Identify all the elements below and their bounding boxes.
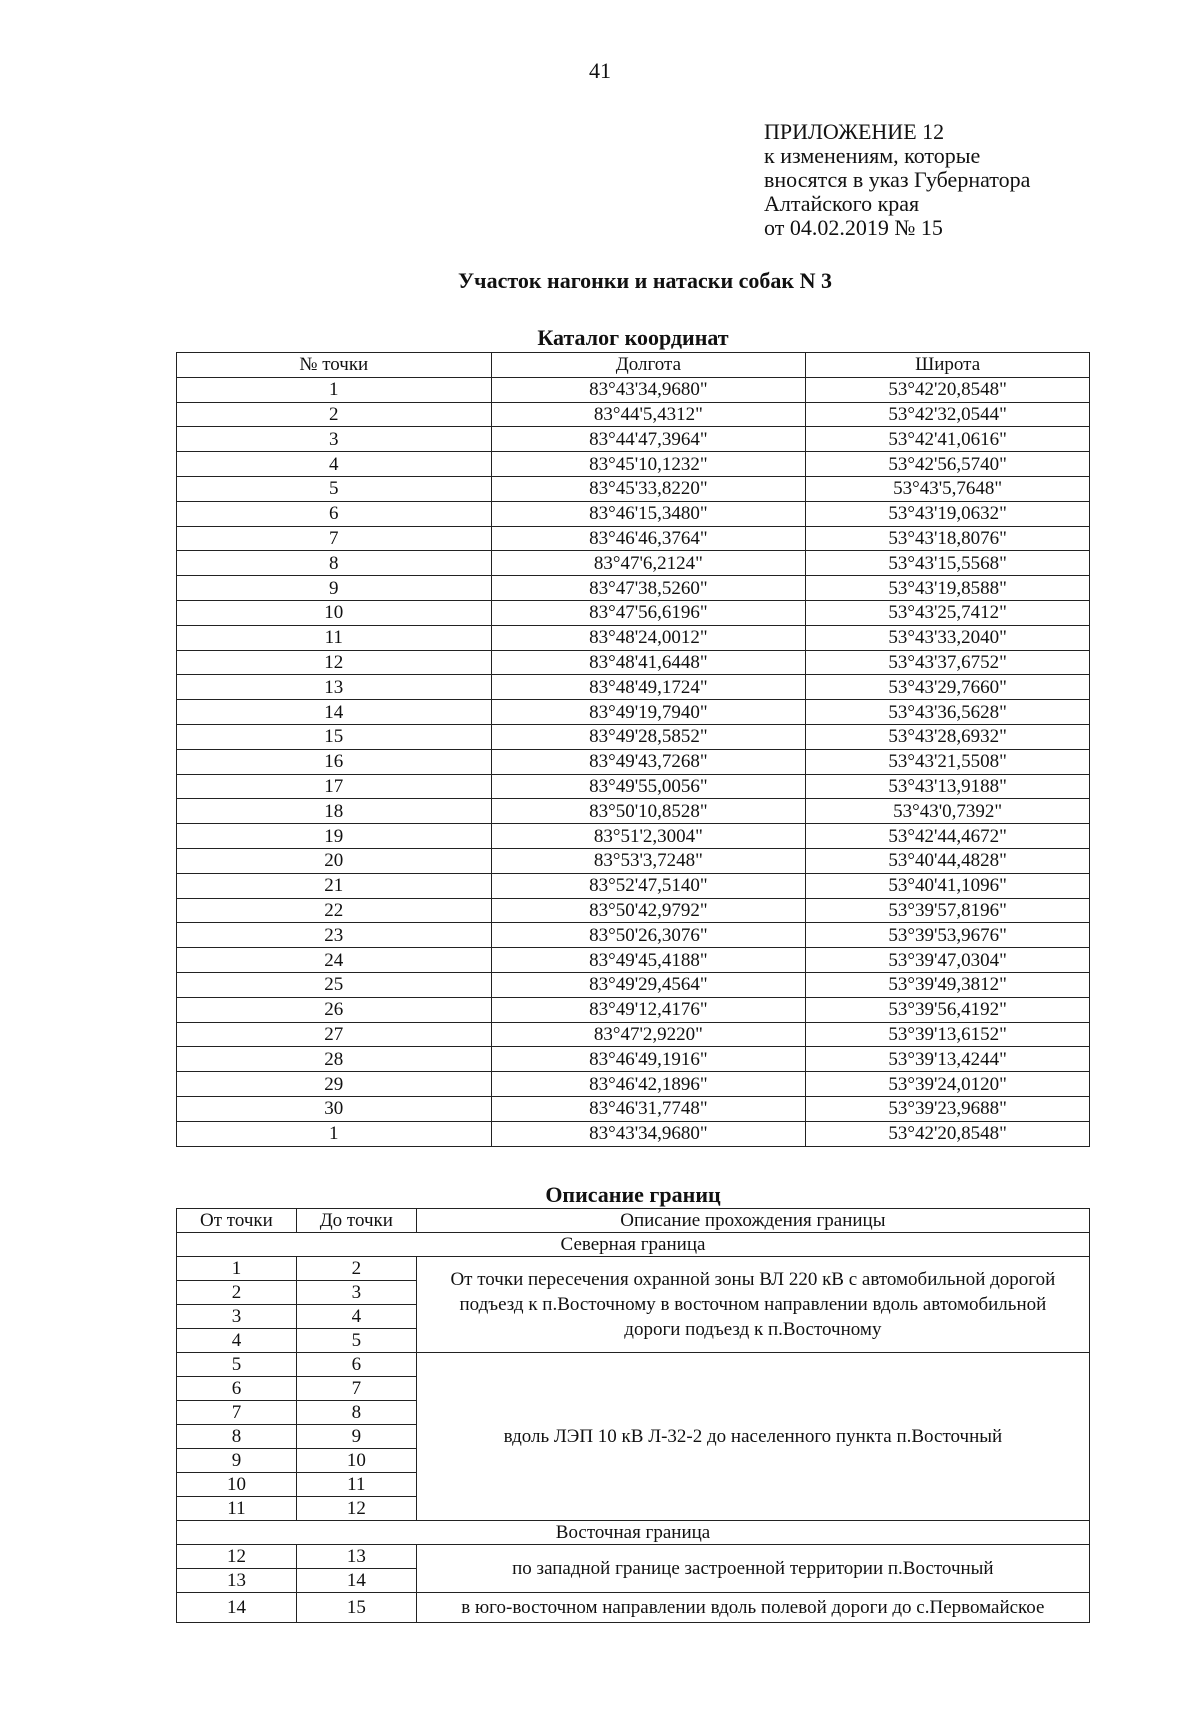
- longitude-cell: 83°53'3,7248": [491, 848, 806, 873]
- table-row: [177, 1022, 1090, 1047]
- point-number-cell: 5: [177, 476, 492, 501]
- longitude-cell: 83°49'43,7268": [491, 749, 806, 774]
- point-number-cell: 24: [177, 948, 492, 973]
- to-point-cell: 10: [296, 1449, 416, 1473]
- longitude-cell: 83°52'47,5140": [491, 873, 806, 898]
- from-point-cell: 1: [177, 1257, 297, 1281]
- table-row: [177, 923, 1090, 948]
- table-row: [177, 625, 1090, 650]
- column-header: № точки: [177, 353, 492, 378]
- to-point-cell: 3: [296, 1281, 416, 1305]
- point-number-cell: 9: [177, 576, 492, 601]
- latitude-cell: 53°39'53,9676": [806, 923, 1090, 948]
- table-row: [177, 1072, 1090, 1097]
- point-number-cell: 29: [177, 1072, 492, 1097]
- latitude-cell: 53°39'23,9688": [806, 1096, 1090, 1121]
- point-number-cell: 7: [177, 526, 492, 551]
- table-row: [177, 1353, 1090, 1377]
- longitude-cell: 83°44'5,4312": [491, 402, 806, 427]
- table-row: [177, 873, 1090, 898]
- point-number-cell: 1: [177, 1121, 492, 1146]
- column-header: От точки: [177, 1209, 297, 1233]
- longitude-cell: 83°49'19,7940": [491, 700, 806, 725]
- longitude-cell: 83°50'10,8528": [491, 799, 806, 824]
- appendix-line: к изменениям, которые: [764, 143, 981, 168]
- point-number-cell: 15: [177, 724, 492, 749]
- point-number-cell: 22: [177, 898, 492, 923]
- point-number-cell: 10: [177, 600, 492, 625]
- to-point-cell: 8: [296, 1401, 416, 1425]
- point-number-cell: 20: [177, 848, 492, 873]
- table-row: [177, 948, 1090, 973]
- from-point-cell: 14: [177, 1593, 297, 1623]
- latitude-cell: 53°39'57,8196": [806, 898, 1090, 923]
- point-number-cell: 16: [177, 749, 492, 774]
- latitude-cell: 53°39'13,4244": [806, 1047, 1090, 1072]
- boundary-description: в юго-восточном направлении вдоль полевой дороги до с.Первомайское: [416, 1593, 1089, 1623]
- boundaries-table: [176, 1208, 1090, 1623]
- point-number-cell: 23: [177, 923, 492, 948]
- table-row: [177, 452, 1090, 477]
- to-point-cell: 4: [296, 1305, 416, 1329]
- table-row: [177, 551, 1090, 576]
- longitude-cell: 83°49'29,4564": [491, 972, 806, 997]
- longitude-cell: 83°47'38,5260": [491, 576, 806, 601]
- latitude-cell: 53°43'29,7660": [806, 675, 1090, 700]
- latitude-cell: 53°43'36,5628": [806, 700, 1090, 725]
- latitude-cell: 53°42'44,4672": [806, 824, 1090, 849]
- from-point-cell: 9: [177, 1449, 297, 1473]
- from-point-cell: 7: [177, 1401, 297, 1425]
- table-row: [177, 501, 1090, 526]
- longitude-cell: 83°44'47,3964": [491, 427, 806, 452]
- table-row: [177, 600, 1090, 625]
- latitude-cell: 53°43'37,6752": [806, 650, 1090, 675]
- table-row: [177, 799, 1090, 824]
- latitude-cell: 53°40'44,4828": [806, 848, 1090, 873]
- longitude-cell: 83°49'45,4188": [491, 948, 806, 973]
- appendix-line: Алтайского края: [764, 191, 920, 216]
- point-number-cell: 4: [177, 452, 492, 477]
- from-point-cell: 12: [177, 1545, 297, 1569]
- latitude-cell: 53°43'0,7392": [806, 799, 1090, 824]
- point-number-cell: 2: [177, 402, 492, 427]
- table-row: [177, 675, 1090, 700]
- latitude-cell: 53°42'32,0544": [806, 402, 1090, 427]
- latitude-cell: 53°42'56,5740": [806, 452, 1090, 477]
- appendix-header: [764, 120, 1030, 240]
- point-number-cell: 12: [177, 650, 492, 675]
- to-point-cell: 11: [296, 1473, 416, 1497]
- boundary-description: От точки пересечения охранной зоны ВЛ 220 кВ с автомобильной дорогой подъезд к п.Восточному в восточном направлении вдоль автомобильной дороги подъезд к п.Восточному: [416, 1257, 1089, 1353]
- from-point-cell: 5: [177, 1353, 297, 1377]
- from-point-cell: 4: [177, 1329, 297, 1353]
- boundary-description: по западной границе застроенной территории п.Восточный: [416, 1545, 1089, 1593]
- latitude-cell: 53°42'20,8548": [806, 1121, 1090, 1146]
- latitude-cell: 53°39'49,3812": [806, 972, 1090, 997]
- latitude-cell: 53°39'13,6152": [806, 1022, 1090, 1047]
- latitude-cell: 53°43'28,6932": [806, 724, 1090, 749]
- point-number-cell: 11: [177, 625, 492, 650]
- table-row: [177, 1257, 1090, 1281]
- latitude-cell: 53°43'33,2040": [806, 625, 1090, 650]
- boundaries-title: Описание границ: [545, 1182, 721, 1207]
- table-row: [177, 749, 1090, 774]
- catalog-title: Каталог координат: [537, 325, 729, 350]
- latitude-cell: 53°42'20,8548": [806, 377, 1090, 402]
- latitude-cell: 53°43'18,8076": [806, 526, 1090, 551]
- latitude-cell: 53°40'41,1096": [806, 873, 1090, 898]
- to-point-cell: 13: [296, 1545, 416, 1569]
- from-point-cell: 13: [177, 1569, 297, 1593]
- table-row: [177, 972, 1090, 997]
- section-header-row: [177, 1233, 1090, 1257]
- longitude-cell: 83°46'15,3480": [491, 501, 806, 526]
- column-header: Широта: [806, 353, 1090, 378]
- appendix-line: от 04.02.2019 № 15: [764, 215, 943, 240]
- point-number-cell: 27: [177, 1022, 492, 1047]
- point-number-cell: 25: [177, 972, 492, 997]
- table-row: [177, 1593, 1090, 1623]
- longitude-cell: 83°47'56,6196": [491, 600, 806, 625]
- table-row: [177, 526, 1090, 551]
- latitude-cell: 53°43'15,5568": [806, 551, 1090, 576]
- longitude-cell: 83°46'31,7748": [491, 1096, 806, 1121]
- longitude-cell: 83°47'2,9220": [491, 1022, 806, 1047]
- table-row: [177, 1121, 1090, 1146]
- section-name: Восточная граница: [177, 1521, 1090, 1545]
- longitude-cell: 83°48'41,6448": [491, 650, 806, 675]
- from-point-cell: 3: [177, 1305, 297, 1329]
- point-number-cell: 13: [177, 675, 492, 700]
- table-row: [177, 402, 1090, 427]
- column-header: Описание прохождения границы: [416, 1209, 1089, 1233]
- longitude-cell: 83°49'28,5852": [491, 724, 806, 749]
- column-header: Долгота: [491, 353, 806, 378]
- document-title: Участок нагонки и натаски собак N 3: [458, 268, 832, 293]
- point-number-cell: 3: [177, 427, 492, 452]
- latitude-cell: 53°43'21,5508": [806, 749, 1090, 774]
- table-row: [177, 774, 1090, 799]
- from-point-cell: 2: [177, 1281, 297, 1305]
- table-row: [177, 1096, 1090, 1121]
- point-number-cell: 17: [177, 774, 492, 799]
- point-number-cell: 1: [177, 377, 492, 402]
- longitude-cell: 83°49'55,0056": [491, 774, 806, 799]
- point-number-cell: 19: [177, 824, 492, 849]
- table-row: [177, 700, 1090, 725]
- table-row: [177, 576, 1090, 601]
- longitude-cell: 83°49'12,4176": [491, 997, 806, 1022]
- point-number-cell: 30: [177, 1096, 492, 1121]
- to-point-cell: 5: [296, 1329, 416, 1353]
- to-point-cell: 12: [296, 1497, 416, 1521]
- table-header-row: [177, 353, 1090, 378]
- to-point-cell: 7: [296, 1377, 416, 1401]
- latitude-cell: 53°39'47,0304": [806, 948, 1090, 973]
- to-point-cell: 2: [296, 1257, 416, 1281]
- longitude-cell: 83°50'42,9792": [491, 898, 806, 923]
- from-point-cell: 6: [177, 1377, 297, 1401]
- latitude-cell: 53°39'56,4192": [806, 997, 1090, 1022]
- latitude-cell: 53°43'13,9188": [806, 774, 1090, 799]
- longitude-cell: 83°48'49,1724": [491, 675, 806, 700]
- point-number-cell: 8: [177, 551, 492, 576]
- table-row: [177, 1545, 1090, 1569]
- longitude-cell: 83°46'46,3764": [491, 526, 806, 551]
- longitude-cell: 83°43'34,9680": [491, 377, 806, 402]
- longitude-cell: 83°47'6,2124": [491, 551, 806, 576]
- longitude-cell: 83°46'42,1896": [491, 1072, 806, 1097]
- longitude-cell: 83°50'26,3076": [491, 923, 806, 948]
- latitude-cell: 53°39'24,0120": [806, 1072, 1090, 1097]
- appendix-line: ПРИЛОЖЕНИЕ 12: [764, 119, 945, 144]
- longitude-cell: 83°46'49,1916": [491, 1047, 806, 1072]
- point-number-cell: 26: [177, 997, 492, 1022]
- table-row: [177, 724, 1090, 749]
- table-row: [177, 898, 1090, 923]
- longitude-cell: 83°45'10,1232": [491, 452, 806, 477]
- point-number-cell: 14: [177, 700, 492, 725]
- table-row: [177, 427, 1090, 452]
- table-row: [177, 1047, 1090, 1072]
- coordinates-table: [176, 352, 1090, 1147]
- longitude-cell: 83°43'34,9680": [491, 1121, 806, 1146]
- latitude-cell: 53°43'25,7412": [806, 600, 1090, 625]
- point-number-cell: 21: [177, 873, 492, 898]
- to-point-cell: 9: [296, 1425, 416, 1449]
- longitude-cell: 83°45'33,8220": [491, 476, 806, 501]
- boundary-description: вдоль ЛЭП 10 кВ Л-32-2 до населенного пункта п.Восточный: [416, 1353, 1089, 1521]
- column-header: До точки: [296, 1209, 416, 1233]
- page-number: 41: [589, 58, 611, 83]
- table-row: [177, 997, 1090, 1022]
- table-row: [177, 848, 1090, 873]
- longitude-cell: 83°48'24,0012": [491, 625, 806, 650]
- table-row: [177, 476, 1090, 501]
- section-header-row: [177, 1521, 1090, 1545]
- from-point-cell: 10: [177, 1473, 297, 1497]
- table-row: [177, 377, 1090, 402]
- appendix-line: вносятся в указ Губернатора: [764, 167, 1031, 192]
- to-point-cell: 15: [296, 1593, 416, 1623]
- latitude-cell: 53°43'19,0632": [806, 501, 1090, 526]
- to-point-cell: 14: [296, 1569, 416, 1593]
- table-row: [177, 650, 1090, 675]
- from-point-cell: 8: [177, 1425, 297, 1449]
- section-name: Северная граница: [177, 1233, 1090, 1257]
- to-point-cell: 6: [296, 1353, 416, 1377]
- from-point-cell: 11: [177, 1497, 297, 1521]
- longitude-cell: 83°51'2,3004": [491, 824, 806, 849]
- point-number-cell: 18: [177, 799, 492, 824]
- latitude-cell: 53°42'41,0616": [806, 427, 1090, 452]
- point-number-cell: 28: [177, 1047, 492, 1072]
- table-row: [177, 824, 1090, 849]
- latitude-cell: 53°43'5,7648": [806, 476, 1090, 501]
- table-header-row: [177, 1209, 1090, 1233]
- point-number-cell: 6: [177, 501, 492, 526]
- latitude-cell: 53°43'19,8588": [806, 576, 1090, 601]
